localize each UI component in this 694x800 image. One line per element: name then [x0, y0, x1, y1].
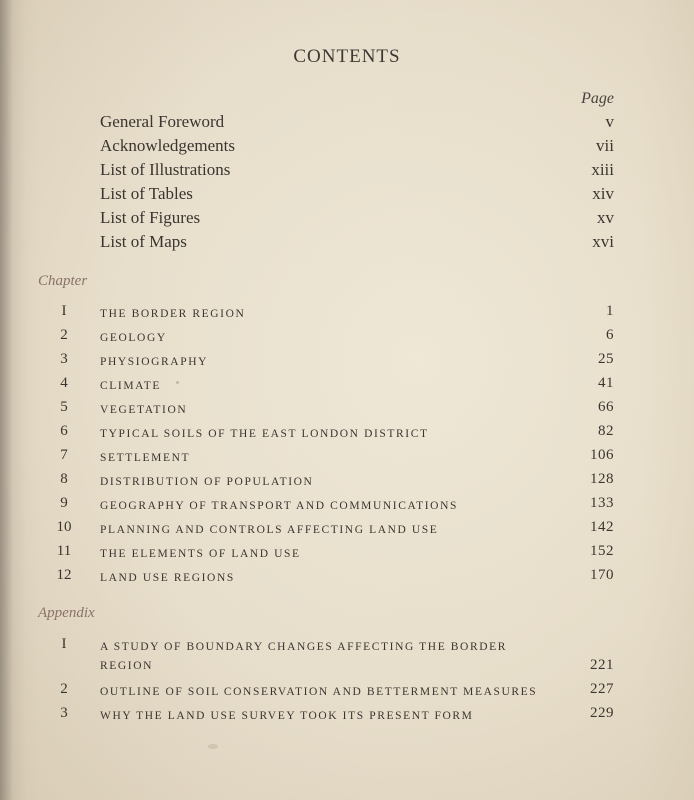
front-matter-label: List of Figures — [100, 208, 201, 227]
front-matter-page: xvi — [592, 232, 614, 251]
appendix-header: Appendix — [38, 605, 95, 621]
spine-shadow — [0, 0, 26, 800]
chapter-page: 25 — [598, 351, 614, 367]
chapter-number: 8 — [60, 471, 68, 487]
page-column-header: Page — [581, 90, 614, 107]
front-matter-page: xv — [597, 208, 614, 227]
chapter-page: 6 — [606, 327, 614, 343]
chapter-number: 11 — [56, 543, 72, 559]
appendix-title: WHY THE LAND USE SURVEY TOOK ITS PRESENT FORM — [100, 710, 474, 722]
chapter-header: Chapter — [38, 273, 88, 289]
chapter-page: 66 — [598, 399, 614, 415]
chapter-page: 82 — [598, 423, 614, 439]
chapter-number: 5 — [60, 399, 68, 415]
paper-speck — [208, 744, 218, 749]
chapter-number: I — [61, 303, 67, 319]
chapter-number: 10 — [56, 519, 72, 535]
chapter-number: 12 — [56, 567, 72, 583]
front-matter-item — [100, 232, 614, 256]
chapter-page: 1 — [606, 303, 614, 319]
appendix-title: A STUDY OF BOUNDARY CHANGES AFFECTING THE BORDER REGION — [100, 641, 508, 672]
chapter-number: 7 — [60, 447, 68, 463]
chapter-title: SETTLEMENT — [100, 452, 191, 464]
front-matter-label: General Foreword — [100, 112, 225, 131]
chapter-number: 2 — [60, 327, 68, 343]
chapter-title: CLIMATE — [100, 380, 162, 392]
front-matter-item — [100, 160, 614, 184]
chapter-title: VEGETATION — [100, 404, 188, 416]
appendix-title: OUTLINE OF SOIL CONSERVATION AND BETTERMENT MEASURES — [100, 686, 538, 698]
front-matter-page: v — [605, 112, 614, 131]
front-matter-label: Acknowledgements — [100, 136, 236, 155]
chapter-page: 152 — [590, 543, 614, 559]
chapter-title: DISTRIBUTION OF POPULATION — [100, 476, 314, 488]
chapter-title: THE ELEMENTS OF LAND USE — [100, 548, 301, 560]
front-matter-label: List of Tables — [100, 184, 193, 203]
appendix-row — [40, 636, 614, 678]
front-matter-item — [100, 136, 614, 160]
front-matter-page: xiv — [592, 184, 614, 203]
appendix-number: 2 — [60, 681, 68, 697]
front-matter-page: vii — [596, 136, 614, 155]
page-title: CONTENTS — [293, 46, 401, 67]
chapter-title: GEOGRAPHY OF TRANSPORT AND COMMUNICATIONS — [100, 500, 458, 512]
appendix-number: 3 — [60, 705, 68, 721]
front-matter-label: List of Illustrations — [100, 160, 231, 179]
chapter-title: LAND USE REGIONS — [100, 572, 235, 584]
front-matter-label: List of Maps — [100, 232, 187, 251]
chapter-number: 9 — [60, 495, 68, 511]
front-matter-page: xiii — [591, 160, 614, 179]
chapter-page: 170 — [590, 567, 614, 583]
chapter-number: 4 — [60, 375, 68, 391]
chapter-title: THE BORDER REGION — [100, 308, 246, 320]
chapter-number: 6 — [60, 423, 68, 439]
chapter-page: 128 — [590, 471, 614, 487]
front-matter-item — [100, 112, 614, 136]
front-matter-item — [100, 208, 614, 232]
chapter-page: 106 — [590, 447, 614, 463]
chapter-number: 3 — [60, 351, 68, 367]
chapter-page: 142 — [590, 519, 614, 535]
front-matter-item — [100, 184, 614, 208]
chapter-page: 41 — [598, 375, 614, 391]
appendix-page: 221 — [590, 657, 614, 673]
chapter-title: PLANNING AND CONTROLS AFFECTING LAND USE — [100, 524, 439, 536]
paper-speck — [176, 381, 179, 384]
appendix-page: 227 — [590, 681, 614, 697]
appendix-number: I — [61, 636, 67, 652]
appendix-page: 229 — [590, 705, 614, 721]
chapter-title: GEOLOGY — [100, 332, 167, 344]
chapter-page: 133 — [590, 495, 614, 511]
chapter-title: PHYSIOGRAPHY — [100, 356, 209, 368]
chapter-title: TYPICAL SOILS OF THE EAST LONDON DISTRICT — [100, 428, 429, 440]
